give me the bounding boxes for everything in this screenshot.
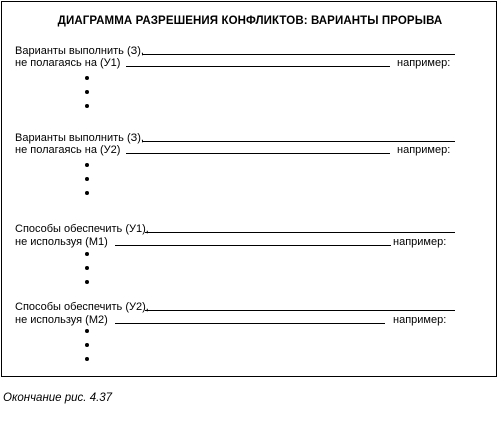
section-3-bullets (85, 252, 95, 294)
bullet-item (85, 104, 89, 108)
bullet-item (85, 76, 89, 80)
section-3-line-2 (15, 235, 455, 249)
bullet-item (85, 191, 89, 195)
bullet-item (85, 177, 89, 181)
section-3-example-label: например: (393, 236, 447, 248)
section-3-line-2-text: не используя (М1) (15, 236, 108, 248)
bullet-item (85, 266, 89, 270)
section-2-line-1-text: Варианты выполнить (З), (15, 132, 144, 144)
section-4-fill-line-2[interactable] (115, 323, 385, 324)
section-4-bullets (85, 329, 95, 371)
section-4-line-1-text: Способы обеспечить (У2), (15, 301, 149, 313)
section-1-line-2-text: не полагаясь на (У1) (15, 57, 121, 69)
figure-caption: Окончание рис. 4.37 (3, 392, 113, 404)
section-1-fill-line-1[interactable] (142, 54, 455, 55)
form-title: ДИАГРАММА РАЗРЕШЕНИЯ КОНФЛИКТОВ: ВАРИАНТЫ ПРОРЫВА (57, 15, 443, 27)
section-1-bullets (85, 76, 95, 118)
bullet-item (85, 329, 89, 333)
section-2-line-2 (15, 143, 455, 157)
section-2-bullets (85, 163, 95, 205)
section-4-example-label: например: (393, 314, 447, 326)
section-3-fill-line-1[interactable] (145, 232, 455, 233)
bullet-item (85, 357, 89, 361)
section-4-line-2-text: не используя (М2) (15, 314, 108, 326)
section-3-line-1 (15, 222, 455, 236)
section-2-fill-line-2[interactable] (126, 153, 390, 154)
section-2-fill-line-1[interactable] (142, 141, 455, 142)
section-1-fill-line-2[interactable] (126, 66, 390, 67)
section-4-fill-line-1[interactable] (145, 310, 455, 311)
section-3-line-1-text: Способы обеспечить (У1), (15, 223, 149, 235)
section-4-line-1 (15, 300, 455, 314)
section-2-example-label: например: (397, 144, 451, 156)
section-4-line-2 (15, 313, 455, 327)
bullet-item (85, 343, 89, 347)
bullet-item (85, 280, 89, 284)
section-3-fill-line-2[interactable] (115, 245, 391, 246)
form-frame (1, 1, 497, 377)
bullet-item (85, 163, 89, 167)
section-1-line-2 (15, 56, 455, 70)
bullet-item (85, 90, 89, 94)
bullet-item (85, 252, 89, 256)
section-1-line-1-text: Варианты выполнить (З), (15, 45, 144, 57)
section-2-line-2-text: не полагаясь на (У2) (15, 144, 121, 156)
section-1-example-label: например: (397, 57, 451, 69)
